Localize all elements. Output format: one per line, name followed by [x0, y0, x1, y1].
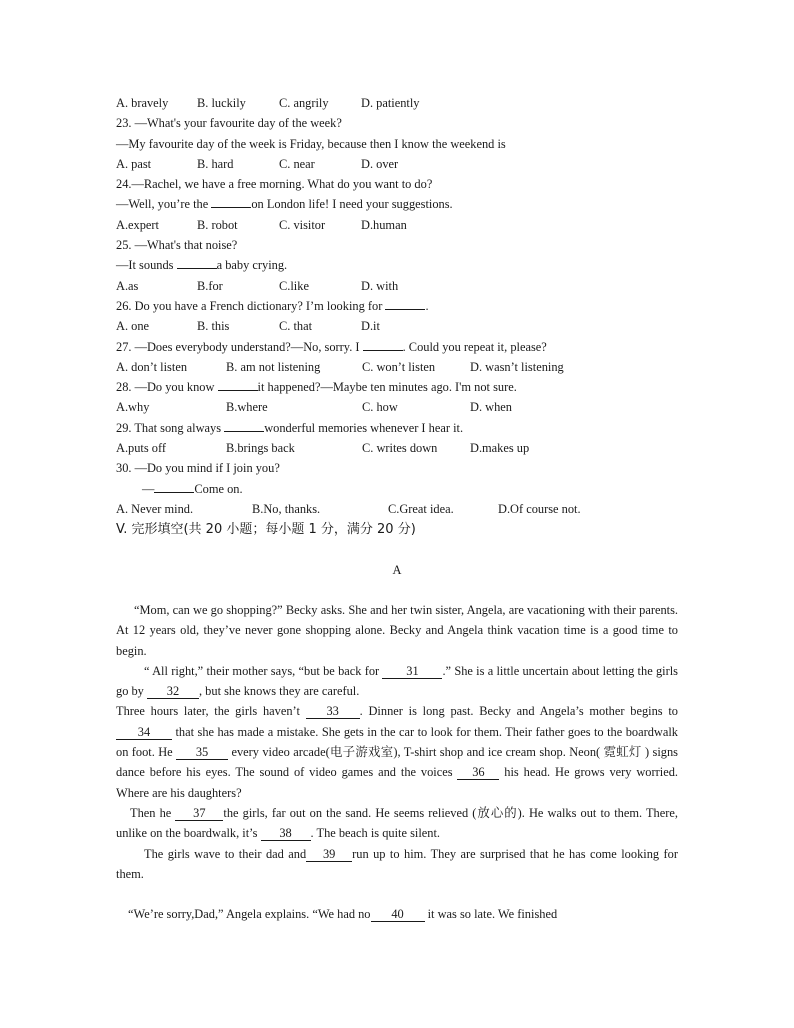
q29-options: [116, 438, 716, 458]
cloze-passage: [116, 600, 678, 884]
text: that she has made a mistake. She gets in the car to look for them. Their father goes to the boardwalk on foot. He: [116, 724, 678, 760]
multiple-choice-section: [116, 93, 716, 541]
option-c: C.like: [279, 278, 309, 293]
text: run up to him. They are surprised that he has come looking for them.: [116, 846, 678, 881]
q30-options: [116, 499, 716, 519]
q25-stem: 25. —What's that noise?: [116, 238, 238, 253]
text: Three hours later, the girls haven’t: [116, 704, 306, 719]
paragraph-2: [116, 661, 678, 702]
text: , but she knows they are careful.: [198, 684, 360, 699]
option-b: B.for: [197, 278, 223, 293]
option-a: A.puts off: [116, 441, 167, 456]
text: “We’re sorry,Dad,” Angela explains. “We had no: [128, 907, 371, 921]
q24-answer-blank[interactable]: [211, 207, 251, 208]
q24-reply-after: on London life! I need your suggestions.: [251, 197, 453, 212]
option-c: C.Great idea.: [388, 501, 454, 516]
section-v-title: V. 完形填空(共 20 小题；每小题 1 分，满分 20 分): [116, 522, 416, 538]
q24-stem: 24.—Rachel, we have a free morning. What do you want to do?: [116, 177, 433, 192]
option-d: D. patiently: [361, 96, 420, 110]
paragraph-5: [116, 844, 678, 885]
cloze-blank-33[interactable]: 33: [306, 704, 360, 719]
q26-stem: [116, 296, 716, 316]
option-b: B. hard: [197, 156, 234, 171]
cloze-blank-39[interactable]: 39: [306, 847, 352, 862]
q27-options: [116, 357, 716, 377]
passage-label: A: [392, 563, 402, 577]
q28-options: [116, 397, 716, 417]
cloze-blank-40[interactable]: 40: [371, 907, 425, 922]
q26-stem-after: .: [425, 298, 429, 313]
option-c: C. writes down: [362, 441, 438, 456]
option-a: A. bravely: [116, 96, 169, 110]
q29-stem-after: wonderful memories whenever I hear it.: [264, 420, 464, 435]
q22-options: [116, 93, 716, 113]
option-b: B. this: [197, 319, 230, 334]
option-a: A.expert: [116, 217, 160, 232]
text: the girls, far out on the sand. He seems relieved (放心的). He walks out to them. There, unlike on the boardwalk, it’s: [116, 805, 678, 841]
option-d: D. when: [470, 400, 512, 415]
q29-stem: [116, 418, 716, 438]
option-c: C. visitor: [279, 217, 326, 232]
cloze-blank-34[interactable]: 34: [116, 725, 172, 740]
q23-options: [116, 154, 716, 174]
q28-stem-after: it happened?—Maybe ten minutes ago. I'm not sure.: [257, 380, 517, 395]
option-b: B.brings back: [226, 441, 295, 456]
q30-stem: 30. —Do you mind if I join you?: [116, 461, 280, 476]
option-c: C. near: [279, 156, 315, 171]
paragraph-1: “Mom, can we go shopping?” Becky asks. She and her twin sister, Angela, are vacationing with their parents. At 12 years old, they’ve never gone shopping alone. Becky and Angela think vacation time is a good time to begin.: [116, 603, 678, 658]
cloze-blank-36[interactable]: 36: [457, 765, 499, 780]
option-b: B.No, thanks.: [252, 501, 321, 516]
paragraph-3: [116, 701, 678, 802]
q25-reply: [116, 255, 716, 275]
q26-stem-before: 26. Do you have a French dictionary? I’m looking for: [116, 298, 386, 313]
cloze-blank-37[interactable]: 37: [175, 806, 223, 821]
option-a: A.as: [116, 278, 139, 293]
q28-stem-before: 28. —Do you know: [116, 380, 218, 395]
paragraph-6: [116, 904, 678, 924]
paragraph-4: [116, 803, 678, 844]
q25-options: [116, 276, 716, 296]
option-c: C. won’t listen: [362, 359, 436, 374]
q30-reply-after: Come on.: [194, 481, 243, 496]
q27-stem-after: . Could you repeat it, please?: [402, 339, 547, 354]
option-d: D. over: [361, 156, 399, 171]
option-d: D.it: [361, 319, 380, 334]
option-a: A. past: [116, 156, 152, 171]
option-b: B. am not listening: [226, 359, 321, 374]
option-d: D.human: [361, 217, 407, 232]
text: “ All right,” their mother says, “but be back for: [144, 663, 383, 678]
option-a: A. Never mind.: [116, 501, 194, 516]
text: . Dinner is long past. Becky and Angela’s mother begins to: [359, 704, 678, 719]
option-a: A.why: [116, 400, 150, 415]
q25-reply-after: a baby crying.: [216, 258, 288, 273]
cloze-blank-32[interactable]: 32: [147, 684, 199, 699]
q23-stem: 23. —What's your favourite day of the week?: [116, 116, 342, 131]
option-c: C. angrily: [279, 96, 329, 110]
text: it was so late. We finished: [424, 907, 558, 921]
text: .” She is a little uncertain about letting the girls go by: [116, 663, 678, 699]
q24-reply-before: —Well, you’re the: [116, 197, 212, 212]
q29-stem-before: 29. That song always: [116, 420, 225, 435]
cloze-blank-31[interactable]: 31: [382, 664, 442, 679]
text: The girls wave to their dad and: [144, 846, 307, 861]
option-b: B. robot: [197, 217, 238, 232]
option-b: B. luckily: [197, 96, 246, 110]
option-b: B.where: [226, 400, 268, 415]
q27-stem: [116, 337, 716, 357]
q28-answer-blank[interactable]: [218, 390, 258, 391]
q23-reply: —My favourite day of the week is Friday, because then I know the weekend is: [116, 136, 506, 151]
q24-options: [116, 215, 716, 235]
option-d: D.Of course not.: [498, 501, 581, 516]
q25-answer-blank[interactable]: [177, 268, 217, 269]
q26-options: [116, 316, 716, 336]
q30-reply-before: —: [142, 481, 155, 496]
q27-answer-blank[interactable]: [363, 350, 403, 351]
option-a: A. don’t listen: [116, 359, 188, 374]
text: . The beach is quite silent.: [310, 826, 441, 841]
cloze-blank-35[interactable]: 35: [176, 745, 228, 760]
q28-stem: [116, 377, 716, 397]
option-d: D.makes up: [470, 441, 530, 456]
q30-reply: [116, 479, 716, 499]
text: Then he: [130, 805, 176, 820]
q25-reply-before: —It sounds: [116, 258, 177, 273]
text: his head. He grows very worried. Where are his daughters?: [116, 765, 678, 800]
cloze-blank-38[interactable]: 38: [261, 826, 311, 841]
q27-stem-before: 27. —Does everybody understand?—No, sorry. I: [116, 339, 363, 354]
q30-answer-blank[interactable]: [154, 492, 194, 493]
text: every video arcade(电子游戏室), T-shirt shop and ice cream shop. Neon( 霓虹灯 ) signs dance before his eyes. The sound of video games and the voices: [116, 745, 678, 780]
q24-reply: [116, 194, 716, 214]
option-d: D. wasn’t listening: [470, 359, 564, 374]
q29-answer-blank[interactable]: [224, 431, 264, 432]
option-c: C. how: [362, 400, 398, 415]
option-a: A. one: [116, 319, 150, 334]
option-c: C. that: [279, 319, 313, 334]
option-d: D. with: [361, 278, 399, 293]
q26-answer-blank[interactable]: [385, 309, 425, 310]
